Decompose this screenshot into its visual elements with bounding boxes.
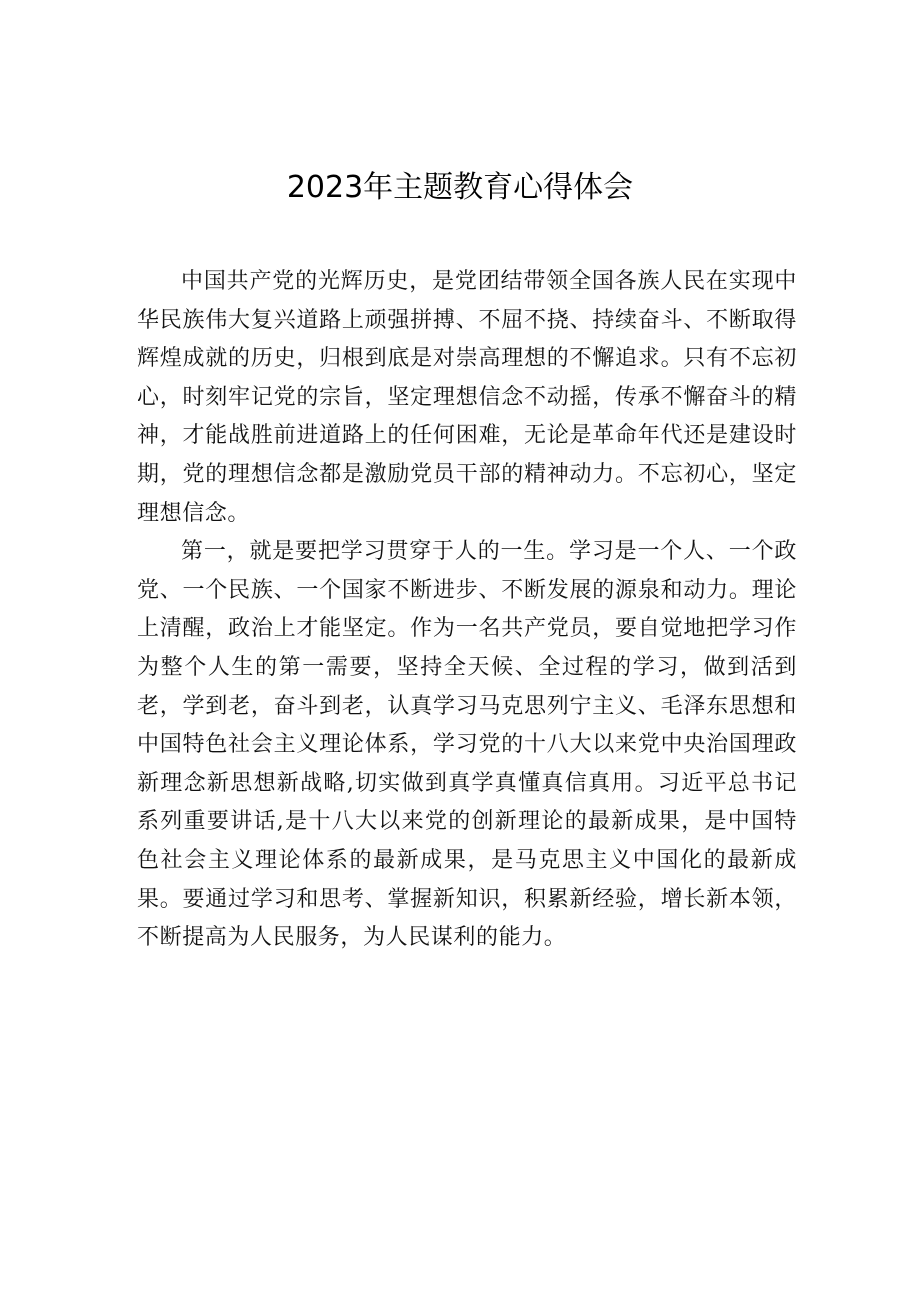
paragraph-intro: 中国共产党的光辉历史，是党团结带领全国各族人民在实现中华民族伟大复兴道路上顽强拼搏、不屈不挠、持续奋斗、不断取得辉煌成就的历史，归根到底是对崇高理想的不懈追求。只有不忘初心，时刻牢记党的宗旨，坚定理想信念不动摇，传承不懈奋斗的精神，才能战胜前进道路上的任何困难，无论是革命年代还是建设时期，党的理想信念都是激励党员干部的精神动力。不忘初心，坚定理想信念。 <box>137 269 797 526</box>
paragraph-first-point: 第一，就是要把学习贯穿于人的一生。学习是一个人、一个政党、一个民族、一个国家不断进步、不断发展的源泉和动力。理论上清醒，政治上才能坚定。作为一名共产党员，要自觉地把学习作为整个人生的第一需要，坚持全天候、全过程的学习，做到活到老，学到老，奋斗到老，认真学习马克思列宁主义、毛泽东思想和中国特色社会主义理论体系，学习党的十八大以来党中央治国理政新理念新思想新战略,切实做到真学真懂真信真用。习近平总书记系列重要讲话,是十八大以来党的创新理论的最新成果，是中国特色社会主义理论体系的最新成果，是马克思主义中国化的最新成果。要通过学习和思考、掌握新知识，积累新经验，增长新本领，不断提高为人民服务，为人民谋利的能力。 <box>137 539 797 951</box>
document-body <box>137 263 797 958</box>
document-title: 2023年主题教育心得体会 <box>286 170 634 205</box>
